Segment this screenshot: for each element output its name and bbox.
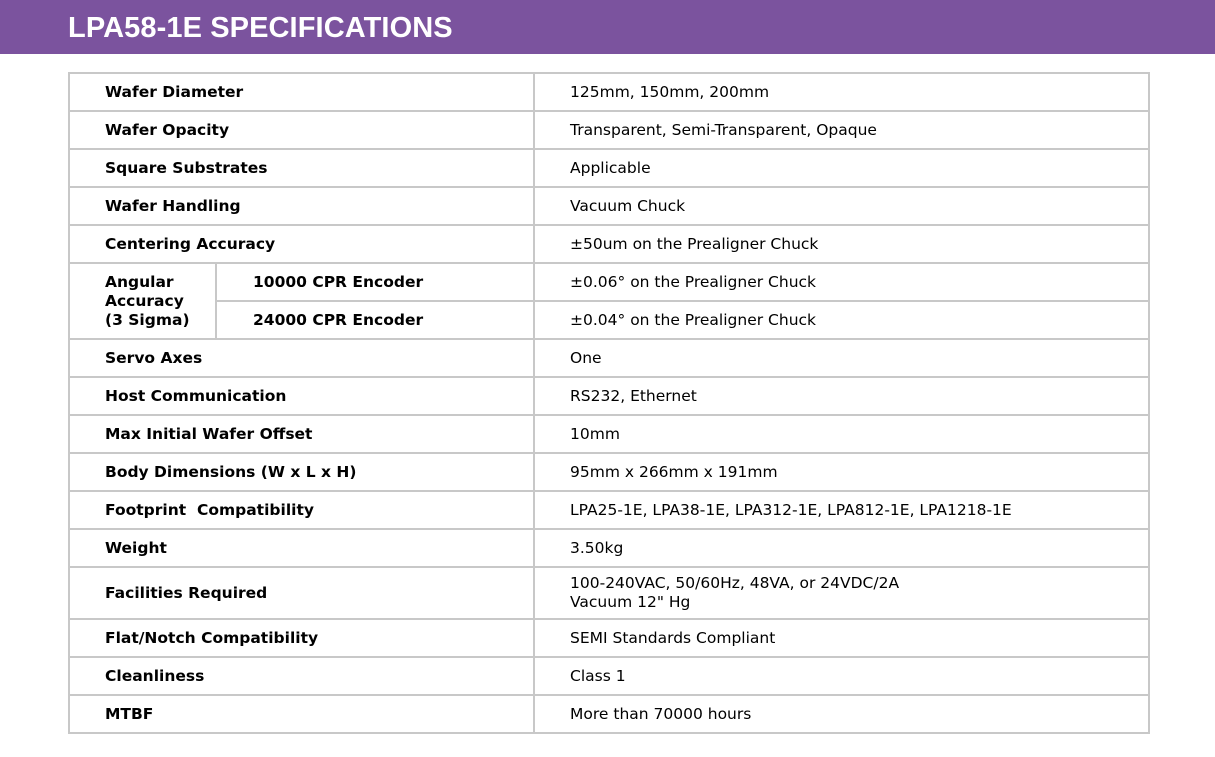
- spec-label: Host Communication: [69, 377, 534, 415]
- specifications-table: [68, 72, 1150, 734]
- spec-value: 10mm: [534, 415, 1149, 453]
- spec-label: Facilities Required: [69, 567, 534, 619]
- table-row: [69, 377, 1149, 415]
- angular-accuracy-line: Angular: [105, 272, 174, 291]
- spec-value: 3.50kg: [534, 529, 1149, 567]
- header-banner: [0, 0, 1215, 54]
- spec-value: Transparent, Semi-Transparent, Opaque: [534, 111, 1149, 149]
- spec-label: Servo Axes: [69, 339, 534, 377]
- table-row: [69, 529, 1149, 567]
- spec-label: Footprint Compatibility: [69, 491, 534, 529]
- spec-label: Cleanliness: [69, 657, 534, 695]
- table-row: [69, 453, 1149, 491]
- spec-label: Wafer Handling: [69, 187, 534, 225]
- spec-label: Body Dimensions (W x L x H): [69, 453, 534, 491]
- table-row: [69, 301, 1149, 339]
- page-title: LPA58-1E SPECIFICATIONS: [68, 12, 453, 44]
- table-row: [69, 263, 1149, 301]
- spec-value-multiline: [534, 567, 1149, 619]
- table-row: [69, 339, 1149, 377]
- angular-accuracy-line: (3 Sigma): [105, 310, 190, 329]
- spec-value: Applicable: [534, 149, 1149, 187]
- spec-value: One: [534, 339, 1149, 377]
- angular-accuracy-line: Accuracy: [105, 291, 184, 310]
- spec-value-line: 100-240VAC, 50/60Hz, 48VA, or 24VDC/2A: [570, 574, 900, 592]
- spec-label: Wafer Opacity: [69, 111, 534, 149]
- spec-value-line: Vacuum 12" Hg: [570, 593, 691, 611]
- spec-value: More than 70000 hours: [534, 695, 1149, 733]
- table-row: [69, 187, 1149, 225]
- table-row: [69, 415, 1149, 453]
- spec-label: Max Initial Wafer Offset: [69, 415, 534, 453]
- table-row: [69, 567, 1149, 619]
- angular-accuracy-label: [69, 263, 216, 339]
- table-row: [69, 619, 1149, 657]
- table-row: [69, 225, 1149, 263]
- spec-label: Centering Accuracy: [69, 225, 534, 263]
- encoder-label: 10000 CPR Encoder: [216, 263, 534, 301]
- spec-label: Square Substrates: [69, 149, 534, 187]
- spec-label: Wafer Diameter: [69, 73, 534, 111]
- spec-label: Flat/Notch Compatibility: [69, 619, 534, 657]
- spec-label: Weight: [69, 529, 534, 567]
- table-row: [69, 491, 1149, 529]
- spec-value: RS232, Ethernet: [534, 377, 1149, 415]
- table-row: [69, 73, 1149, 111]
- spec-value: LPA25-1E, LPA38-1E, LPA312-1E, LPA812-1E, LPA1218-1E: [534, 491, 1149, 529]
- table-row: [69, 111, 1149, 149]
- spec-label: MTBF: [69, 695, 534, 733]
- spec-value: SEMI Standards Compliant: [534, 619, 1149, 657]
- spec-value: 95mm x 266mm x 191mm: [534, 453, 1149, 491]
- table-row: [69, 657, 1149, 695]
- encoder-label: 24000 CPR Encoder: [216, 301, 534, 339]
- spec-value: ±0.06° on the Prealigner Chuck: [534, 263, 1149, 301]
- spec-value: ±50um on the Prealigner Chuck: [534, 225, 1149, 263]
- spec-value: Vacuum Chuck: [534, 187, 1149, 225]
- table-row: [69, 149, 1149, 187]
- spec-value: ±0.04° on the Prealigner Chuck: [534, 301, 1149, 339]
- table-row: [69, 695, 1149, 733]
- spec-value: 125mm, 150mm, 200mm: [534, 73, 1149, 111]
- spec-value: Class 1: [534, 657, 1149, 695]
